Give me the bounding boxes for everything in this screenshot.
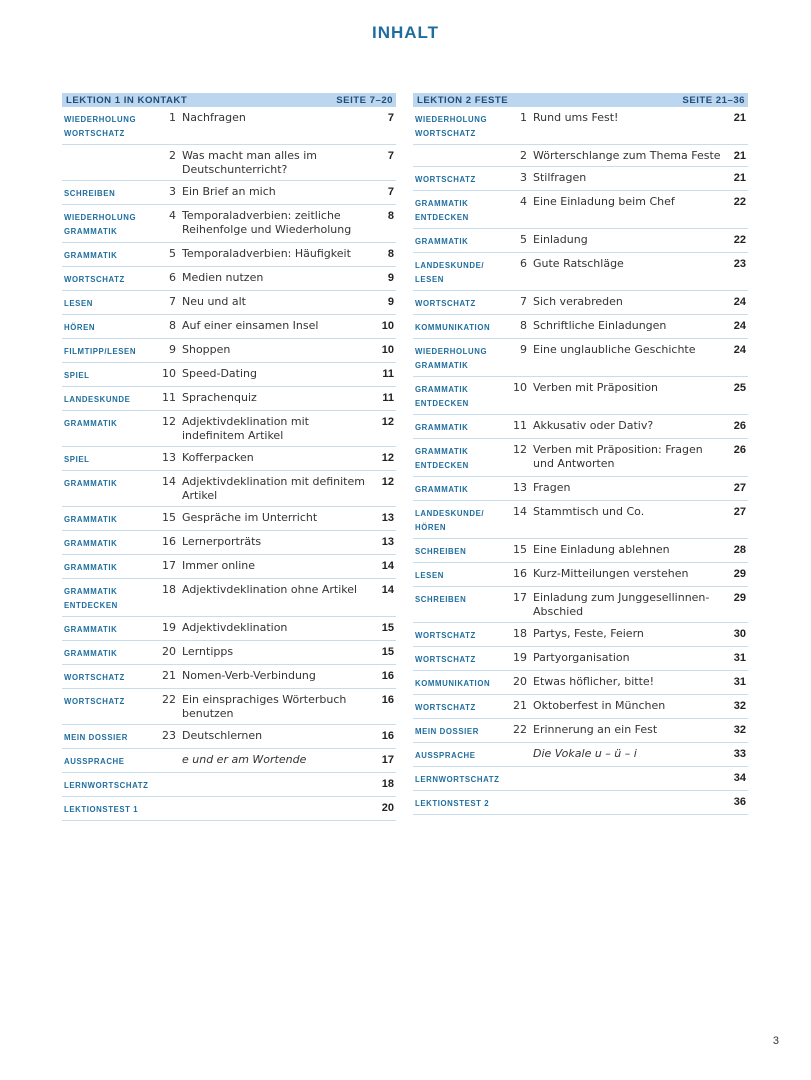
toc-category: SPIEL [64,371,90,380]
toc-category: GRAMMATIK [64,419,118,428]
toc-exercise-number: 13 [162,451,176,464]
toc-category: SCHREIBEN [415,547,467,556]
toc-row [62,267,396,291]
toc-topic: Speed-Dating [182,367,257,380]
toc-row [413,315,748,339]
toc-exercise-number: 18 [162,583,176,596]
toc-topic: Verben mit Präposition [533,381,659,394]
toc-row [62,315,396,339]
toc-row [62,411,396,447]
toc-page: 13 [381,512,394,524]
toc-row [62,641,396,665]
toc-row [62,447,396,471]
toc-category: KOMMUNIKATION [415,679,491,688]
lesson-2-header [413,93,748,107]
toc-page: 12 [381,416,394,428]
toc-exercise-number: 11 [162,391,176,404]
toc-category: LESEN [415,571,444,580]
lesson-2-pages: SEITE 21–36 [682,94,745,106]
toc-page: 7 [387,112,394,124]
toc-page: 14 [381,584,394,596]
toc-page: 21 [733,112,746,124]
toc-row [413,791,748,815]
toc-page: 31 [733,676,746,688]
toc-category: WIEDERHOLUNG GRAMMATIK [415,347,488,370]
toc-row [413,647,748,671]
toc-page: 28 [733,544,746,556]
toc-row [413,191,748,229]
toc-exercise-number: 21 [162,669,176,682]
toc-topic: e und er am Wortende [182,753,307,766]
toc-exercise-number: 8 [169,319,176,332]
toc-topic: Was macht man alles im Deutschunterricht? [182,149,317,176]
toc-category: GRAMMATIK ENTDECKEN [415,385,469,408]
toc-category: LESEN [64,299,93,308]
toc-category [62,149,154,151]
toc-exercise-number: 20 [162,645,176,658]
toc-page: 9 [387,296,394,308]
toc-page: 21 [733,150,746,162]
toc-page: 13 [381,536,394,548]
toc-exercise-number: 7 [520,295,527,308]
toc-exercise-number: 19 [162,621,176,634]
toc-exercise-number: 1 [169,111,176,124]
toc-category: LERNWORTSCHATZ [64,781,149,790]
toc-page: 27 [733,482,746,494]
toc-exercise-number: 10 [162,367,176,380]
toc-category: WIEDERHOLUNG WORTSCHATZ [415,115,488,138]
toc-row [62,797,396,821]
toc-exercise-number: 21 [513,699,527,712]
toc-row [413,339,748,377]
toc-page: 33 [733,748,746,760]
toc-category: HÖREN [64,323,96,332]
toc-topic: Immer online [182,559,256,572]
toc-exercise-number: 4 [169,209,176,222]
toc-row [62,205,396,243]
toc-exercise-number: 17 [162,559,176,572]
toc-row [62,749,396,773]
toc-category: AUSSPRACHE [415,751,476,760]
toc-topic: Adjektivdeklination mit indefinitem Artikel [182,415,309,442]
toc-page: 21 [733,172,746,184]
toc-topic: Eine unglaubliche Geschichte [533,343,696,356]
toc-row [62,773,396,797]
toc-exercise-number: 19 [513,651,527,664]
toc-page: 24 [733,320,746,332]
toc-exercise-number: 20 [513,675,527,688]
toc-row [413,107,748,145]
lesson-2-title: LEKTION 2 FESTE [417,94,509,106]
toc-row [413,477,748,501]
toc-category: WORTSCHATZ [64,697,125,706]
toc-topic: Neu und alt [182,295,246,308]
toc-category: WIEDERHOLUNG WORTSCHATZ [64,115,137,138]
toc-exercise-number: 14 [162,475,176,488]
toc-topic: Sprachenquiz [182,391,257,404]
toc-category: SCHREIBEN [415,595,467,604]
toc-category: WORTSCHATZ [415,655,476,664]
toc-topic: Oktoberfest in München [533,699,666,712]
lesson-1-header [62,93,396,107]
toc-row [413,743,748,767]
toc-category: GRAMMATIK ENTDECKEN [64,587,118,610]
toc-category: GRAMMATIK [415,423,469,432]
toc-exercise-number: 10 [513,381,527,394]
toc-page: 15 [381,622,394,634]
toc-category: WORTSCHATZ [415,175,476,184]
toc-row [62,181,396,205]
toc-topic: Lernerporträts [182,535,262,548]
toc-row [62,339,396,363]
toc-row [413,253,748,291]
toc-topic: Sich verabreden [533,295,623,308]
toc-topic: Verben mit Präposition: Fragen und Antworten [533,443,703,470]
toc-page: 32 [733,700,746,712]
toc-page: 36 [733,796,746,808]
lesson-1-pages: SEITE 7–20 [336,94,393,106]
toc-row [413,563,748,587]
toc-page: 23 [733,258,746,270]
toc-row [62,243,396,267]
toc-page: 12 [381,476,394,488]
toc-category: WORTSCHATZ [64,673,125,682]
toc-page: 16 [381,694,394,706]
toc-exercise-number: 15 [513,543,527,556]
toc-topic: Nachfragen [182,111,246,124]
toc-page: 31 [733,652,746,664]
toc-category: LEKTIONSTEST 1 [64,805,139,814]
toc-row [62,471,396,507]
toc-exercise-number: 22 [162,693,176,706]
toc-exercise-number: 6 [169,271,176,284]
toc-topic: Auf einer einsamen Insel [182,319,319,332]
toc-topic: Die Vokale u – ü – i [533,747,637,760]
toc-row [62,617,396,641]
toc-row [62,387,396,411]
toc-row [62,107,396,145]
toc-exercise-number: 4 [520,195,527,208]
toc-category: WORTSCHATZ [415,703,476,712]
toc-category: AUSSPRACHE [64,757,125,766]
toc-page: 22 [733,196,746,208]
toc-row [413,229,748,253]
toc-category: FILMTIPP/LESEN [64,347,137,356]
toc-exercise-number: 7 [169,295,176,308]
toc-category: SPIEL [64,455,90,464]
toc-row [62,725,396,749]
toc-topic: Partyorganisation [533,651,630,664]
toc-page: 8 [387,210,394,222]
toc-exercise-number: 1 [520,111,527,124]
toc-row [413,167,748,191]
toc-row [413,671,748,695]
toc-topic: Adjektivdeklination mit definitem Artikel [182,475,365,502]
toc-category: GRAMMATIK [64,563,118,572]
toc-exercise-number: 18 [513,627,527,640]
toc-topic: Adjektivdeklination [182,621,288,634]
toc-exercise-number: 2 [169,149,176,162]
toc-category: WIEDERHOLUNG GRAMMATIK [64,213,137,236]
toc-page: 10 [381,344,394,356]
toc-exercise-number: 2 [520,149,527,162]
toc-page: 18 [381,778,394,790]
toc-exercise-number: 3 [169,185,176,198]
toc-page: 25 [733,382,746,394]
toc-row [62,579,396,617]
toc-page: 7 [387,186,394,198]
toc-page: 11 [382,392,394,404]
toc-page: 34 [733,772,746,784]
toc-row [62,689,396,725]
toc-row [62,363,396,387]
lesson-1-column [62,93,396,821]
toc-row [413,719,748,743]
toc-row [62,291,396,315]
toc-row [62,507,396,531]
toc-page: 8 [387,248,394,260]
toc-page: 17 [381,754,394,766]
toc-exercise-number: 13 [513,481,527,494]
toc-row [62,665,396,689]
toc-category: GRAMMATIK [64,251,118,260]
toc-topic: Stilfragen [533,171,587,184]
toc-category: LANDESKUNDE [64,395,131,404]
toc-topic: Kofferpacken [182,451,254,464]
toc-exercise-number: 14 [513,505,527,518]
page-title: INHALT [371,23,440,42]
toc-page: 24 [733,344,746,356]
toc-page: 26 [733,444,746,456]
toc-category: GRAMMATIK [64,515,118,524]
toc-topic: Etwas höflicher, bitte! [533,675,655,688]
toc-page: 26 [733,420,746,432]
toc-category: MEIN DOSSIER [64,733,128,742]
toc-row [413,539,748,563]
toc-row [413,439,748,477]
toc-page: 9 [387,272,394,284]
toc-topic: Shoppen [182,343,231,356]
toc-topic: Eine Einladung beim Chef [533,195,675,208]
toc-topic: Ein einsprachiges Wörterbuch benutzen [182,693,347,720]
toc-page: 20 [381,802,394,814]
toc-row [62,531,396,555]
toc-row [413,695,748,719]
toc-row [413,501,748,539]
toc-topic: Rund ums Fest! [533,111,619,124]
toc-topic: Ein Brief an mich [182,185,276,198]
toc-page: 11 [382,368,394,380]
toc-exercise-number: 17 [513,591,527,604]
toc-topic: Gespräche im Unterricht [182,511,318,524]
toc-page: 14 [381,560,394,572]
toc-exercise-number: 3 [520,171,527,184]
toc-category: GRAMMATIK ENTDECKEN [415,447,469,470]
toc-exercise-number: 16 [162,535,176,548]
toc-topic: Medien nutzen [182,271,264,284]
toc-row [413,291,748,315]
toc-exercise-number: 5 [169,247,176,260]
toc-page: 12 [381,452,394,464]
toc-topic: Deutschlernen [182,729,263,742]
toc-row [413,767,748,791]
toc-row [62,145,396,181]
toc-topic: Adjektivdeklination ohne Artikel [182,583,358,596]
toc-category: LEKTIONSTEST 2 [415,799,490,808]
toc-topic: Kurz-Mitteilungen verstehen [533,567,689,580]
toc-page: 7 [387,150,394,162]
toc-page: 16 [381,730,394,742]
toc-row [413,145,748,167]
toc-exercise-number: 15 [162,511,176,524]
toc-category: LANDESKUNDE/ LESEN [415,261,485,284]
toc-exercise-number: 22 [513,723,527,736]
toc-exercise-number: 6 [520,257,527,270]
toc-topic: Erinnerung an ein Fest [533,723,658,736]
toc-page: 30 [733,628,746,640]
toc-page: 16 [381,670,394,682]
toc-exercise-number: 9 [169,343,176,356]
toc-topic: Schriftliche Einladungen [533,319,667,332]
lesson-2-column [413,93,748,815]
toc-topic: Temporaladverbien: Häufigkeit [182,247,351,260]
toc-topic: Lerntipps [182,645,234,658]
toc-category [413,149,505,151]
toc-category: GRAMMATIK [64,649,118,658]
toc-exercise-number: 23 [162,729,176,742]
toc-exercise-number: 8 [520,319,527,332]
toc-exercise-number: 9 [520,343,527,356]
toc-page: 29 [733,592,746,604]
toc-category: SCHREIBEN [64,189,116,198]
toc-topic: Einladung [533,233,588,246]
toc-exercise-number: 12 [162,415,176,428]
toc-category: WORTSCHATZ [64,275,125,284]
toc-category: LERNWORTSCHATZ [415,775,500,784]
toc-row [413,415,748,439]
toc-topic: Temporaladverbien: zeitliche Reihenfolge und Wiederholung [182,209,352,236]
toc-category: GRAMMATIK [64,625,118,634]
toc-category: GRAMMATIK [415,237,469,246]
toc-category: GRAMMATIK [64,479,118,488]
toc-topic: Partys, Feste, Feiern [533,627,644,640]
toc-category: GRAMMATIK [64,539,118,548]
toc-row [62,555,396,579]
toc-category: KOMMUNIKATION [415,323,491,332]
toc-category: MEIN DOSSIER [415,727,479,736]
toc-category: LANDESKUNDE/ HÖREN [415,509,485,532]
toc-page: 24 [733,296,746,308]
toc-topic: Eine Einladung ablehnen [533,543,670,556]
toc-category: GRAMMATIK [415,485,469,494]
toc-topic: Nomen-Verb-Verbindung [182,669,316,682]
toc-category: GRAMMATIK ENTDECKEN [415,199,469,222]
lesson-1-rows [62,107,396,821]
toc-category: WORTSCHATZ [415,631,476,640]
toc-topic: Einladung zum Junggesellinnen-Abschied [533,591,710,618]
toc-page: 15 [381,646,394,658]
toc-exercise-number: 12 [513,443,527,456]
toc-page: 29 [733,568,746,580]
toc-topic: Akkusativ oder Dativ? [533,419,654,432]
toc-category: WORTSCHATZ [415,299,476,308]
toc-page: 32 [733,724,746,736]
toc-row [413,623,748,647]
toc-topic: Wörterschlange zum Thema Feste [533,149,721,162]
toc-page: 22 [733,234,746,246]
toc-exercise-number: 5 [520,233,527,246]
toc-exercise-number: 16 [513,567,527,580]
toc-exercise-number: 11 [513,419,527,432]
lesson-1-title: LEKTION 1 IN KONTAKT [66,94,188,106]
toc-page: 27 [733,506,746,518]
toc-page: 10 [381,320,394,332]
page-number: 3 [772,1035,779,1047]
lesson-2-rows [413,107,748,815]
toc-topic: Gute Ratschläge [533,257,624,270]
toc-topic: Fragen [533,481,571,494]
toc-topic: Stammtisch und Co. [533,505,645,518]
toc-row [413,377,748,415]
toc-row [413,587,748,623]
